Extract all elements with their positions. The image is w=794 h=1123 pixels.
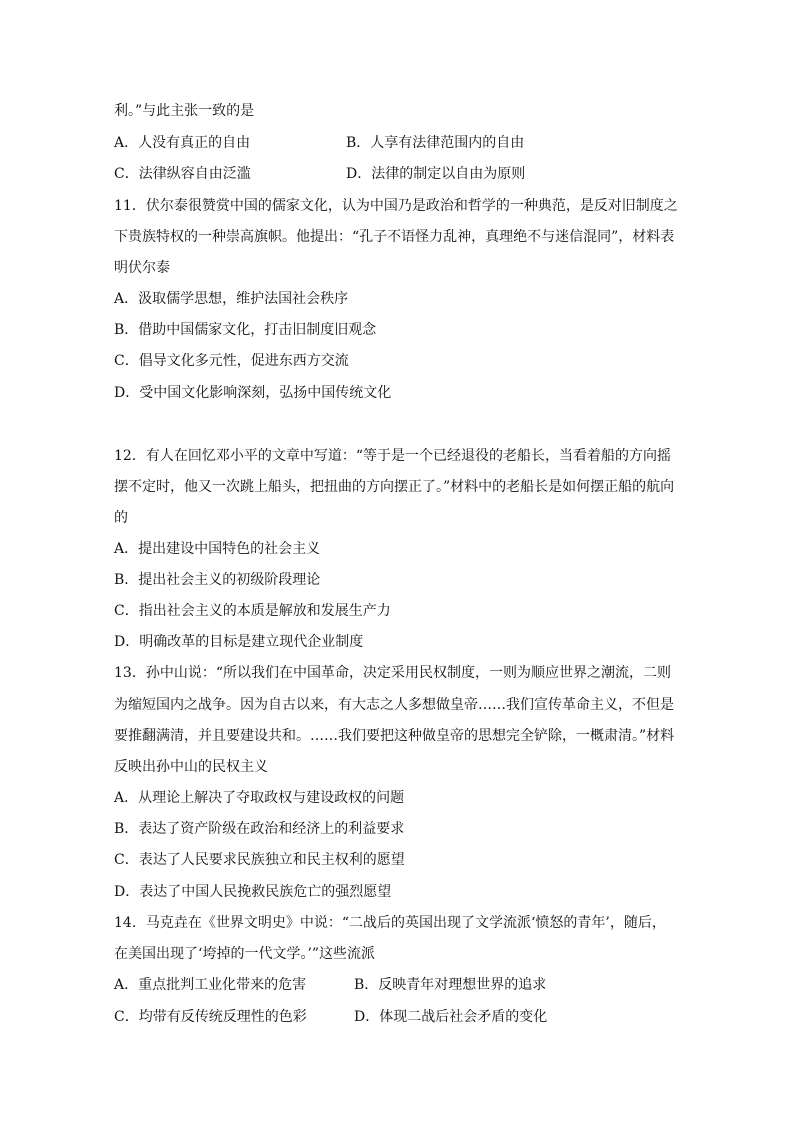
q14-option-d: D．体现二战后社会矛盾的变化: [354, 1009, 548, 1025]
q13-stem-line2: 为缩短国内之战争。因为自古以来，有大志之人多想做皇帝……我们宣传革命主义，不但是: [114, 697, 674, 713]
q14-option-b: B．反映青年对理想世界的追求: [354, 977, 547, 993]
q14-stem-line1: 14．马克垚在《世界文明史》中说：“二战后的英国出现了文学流派‘愤怒的青年’，随后，: [114, 915, 666, 931]
q11-stem-line1: 11．伏尔泰很赞赏中国的儒家文化，认为中国乃是政治和哲学的一种典范，是反对旧制度之: [114, 198, 678, 214]
q10-stem-end: 利。”与此主张一致的是: [114, 103, 255, 119]
q10-option-c: C．法律纵容自由泛滥: [114, 166, 251, 182]
q11-stem-line2: 下贵族特权的一种崇高旗帜。他提出：“孔子不语怪力乱神，真理绝不与迷信混同”，材料表: [114, 229, 675, 245]
q13-option-c: C．表达了人民要求民族独立和民主权利的愿望: [114, 852, 405, 868]
q11-option-c: C．倡导文化多元性，促进东西方交流: [114, 353, 349, 369]
q10-option-b: B．人享有法律范围内的自由: [346, 135, 525, 151]
q12-option-c: C．指出社会主义的本质是解放和发展生产力: [114, 603, 391, 619]
q13-option-d: D．表达了中国人民挽救民族危亡的强烈愿望: [114, 884, 392, 900]
q12-stem-line1: 12．有人在回忆邓小平的文章中写道：“等于是一个已经退役的老船长，当看着船的方向摇: [114, 448, 671, 464]
q14-option-c: C．均带有反传统反理性的色彩: [114, 1009, 307, 1025]
q10-option-a: A．人没有真正的自由: [114, 135, 251, 151]
q14-stem-line2: 在美国出现了‘垮掉的一代文学。’”这些流派: [114, 946, 376, 962]
q12-option-b: B．提出社会主义的初级阶段理论: [114, 572, 321, 588]
q12-option-a: A．提出建设中国特色的社会主义: [114, 541, 321, 557]
q11-option-a: A．汲取儒学思想，维护法国社会秩序: [114, 291, 349, 307]
q13-option-b: B．表达了资产阶级在政治和经济上的利益要求: [114, 821, 405, 837]
q11-option-b: B．借助中国儒家文化，打击旧制度旧观念: [114, 322, 377, 338]
q12-option-d: D．明确改革的目标是建立现代企业制度: [114, 634, 364, 650]
q11-stem-line3: 明伏尔泰: [114, 260, 170, 276]
q14-option-a: A．重点批判工业化带来的危害: [114, 977, 307, 993]
q13-stem-line3: 要推翻满清，并且要建设共和。……我们要把这种做皇帝的思想完全铲除，一概肃清。”材料: [114, 728, 675, 744]
q10-option-d: D．法律的制定以自由为原则: [346, 166, 526, 182]
q12-stem-line2: 摆不定时，他又一次跳上船头，把扭曲的方向摆正了。”材料中的老船长是如何摆正船的航向: [114, 479, 675, 495]
q13-option-a: A．从理论上解决了夺取政权与建设政权的问题: [114, 790, 405, 806]
q12-stem-line3: 的: [114, 510, 128, 526]
q13-stem-line1: 13．孙中山说：“所以我们在中国革命，决定采用民权制度，一则为顺应世界之潮流，二则: [114, 665, 671, 681]
q13-stem-line4: 反映出孙中山的民权主义: [114, 759, 268, 775]
q11-option-d: D．受中国文化影响深刻，弘扬中国传统文化: [114, 385, 392, 401]
